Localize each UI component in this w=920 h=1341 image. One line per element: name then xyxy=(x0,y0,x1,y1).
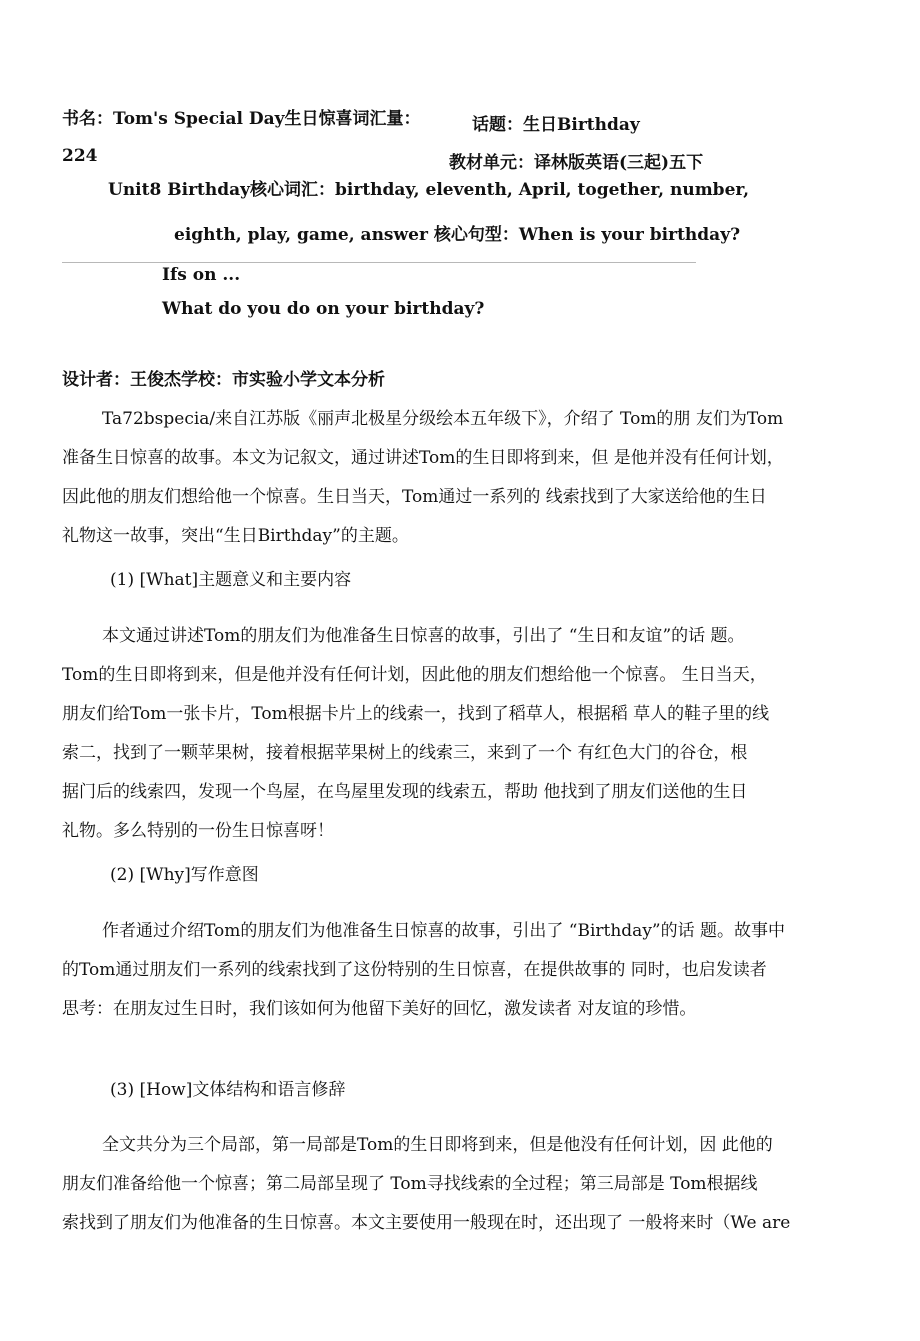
section-line: 的Tom通过朋友们一系列的线索找到了这份特别的生日惊喜，在提供故事的 同时，也启发读者 xyxy=(62,960,767,980)
core-vocab-line-2: eighth, play, game, answer 核心句型：When is your birthday? xyxy=(174,225,741,245)
section-line: 朋友们准备给他一个惊喜；第二局部呈现了 Tom寻找线索的全过程；第三局部是 Tom根据线 xyxy=(62,1174,758,1194)
topic-label: 话题：生日Birthday xyxy=(472,115,640,135)
header-divider xyxy=(62,262,696,263)
section-line: 礼物。多么特别的一份生日惊喜呀！ xyxy=(62,821,334,841)
section-line: 作者通过介绍Tom的朋友们为他准备生日惊喜的故事，引出了 “Birthday”的话 题。故事中 xyxy=(102,921,786,941)
section-line: 朋友们给Tom一张卡片，Tom根据卡片上的线索一，找到了稻草人，根据稻 草人的鞋子里的线 xyxy=(62,704,770,724)
vocab-count: 224 xyxy=(62,146,98,166)
unit-label: 教材单元：译林版英语(三起)五下 xyxy=(449,153,704,173)
section-line: 全文共分为三个局部，第一局部是Tom的生日即将到来，但是他没有任何计划，因 此他的 xyxy=(102,1135,773,1155)
section-line: 本文通过讲述Tom的朋友们为他准备生日惊喜的故事，引出了 “生日和友谊”的话 题。 xyxy=(102,626,745,646)
section-line: 思考：在朋友过生日时，我们该如何为他留下美好的回忆，激发读者 对友谊的珍惜。 xyxy=(62,999,697,1019)
section-line: 索二，找到了一颗苹果树，接着根据苹果树上的线索三，来到了一个 有红色大门的谷仓，根 xyxy=(62,743,748,763)
intro-line: Ta72bspecia/来自江苏版《丽声北极星分级绘本五年级下》，介绍了 Tom的朋 友们为Tom xyxy=(102,409,784,429)
intro-line: 准备生日惊喜的故事。本文为记叙文，通过讲述Tom的生日即将到来，但 是他并没有任何计划， xyxy=(62,448,784,468)
section-heading-how: (3) [How]文体结构和语言修辞 xyxy=(110,1080,346,1100)
section-heading-why: (2) [Why]写作意图 xyxy=(110,865,259,885)
section-line: Tom的生日即将到来，但是他并没有任何计划，因此他的朋友们想给他一个惊喜。 生日当天， xyxy=(62,665,767,685)
core-vocab-line-1: Unit8 Birthday核心词汇：birthday, eleventh, April, together, number, xyxy=(108,180,750,200)
section-line: 据门后的线索四，发现一个鸟屋，在鸟屋里发现的线索五，帮助 他找到了朋友们送他的生日 xyxy=(62,782,748,802)
book-title-line: 书名：Tom's Special Day生日惊喜词汇量： xyxy=(62,109,421,129)
core-pattern-1: Ifs on ... xyxy=(162,265,241,285)
core-pattern-2: What do you do on your birthday? xyxy=(162,299,485,319)
intro-line: 礼物这一故事，突出“生日Birthday”的主题。 xyxy=(62,526,409,546)
section-heading-what: (1) [What]主题意义和主要内容 xyxy=(110,570,352,590)
designer-line: 设计者：王俊杰学校：市实验小学文本分析 xyxy=(62,370,385,390)
intro-line: 因此他的朋友们想给他一个惊喜。生日当天，Tom通过一系列的 线索找到了大家送给他的生日 xyxy=(62,487,767,507)
section-line: 索找到了朋友们为他准备的生日惊喜。本文主要使用一般现在时，还出现了 一般将来时（We are xyxy=(62,1213,791,1233)
